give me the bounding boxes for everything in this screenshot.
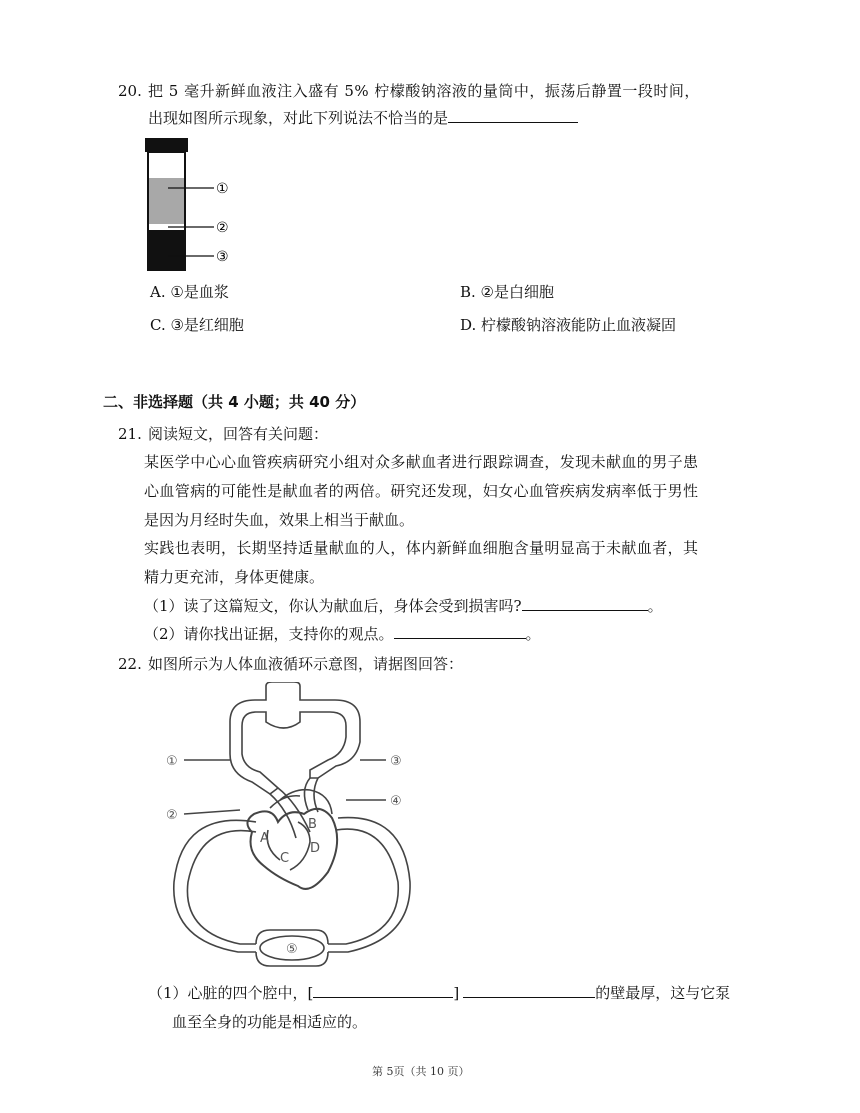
q20-option-b: B. ②是白细胞 — [460, 283, 555, 301]
q21-passage-line4: 实践也表明，长期坚持适量献血的人，体内新鲜血细胞含量明显高于未献血者，其 — [144, 539, 699, 557]
tube-label-3: ③ — [216, 249, 229, 265]
pulmonary-loop — [230, 682, 360, 794]
diagram-label-1: ① — [166, 754, 178, 769]
q22-subquestion-1 — [148, 983, 730, 1003]
q21-s1-blank — [522, 596, 648, 611]
heart-chamber-c: C — [280, 851, 290, 866]
heart-chamber-b: B — [308, 817, 317, 832]
q22-s1-suffix: 的壁最厚，这与它泵 — [595, 984, 731, 1002]
plasma-layer — [149, 178, 184, 224]
q21-number: 21. — [118, 425, 142, 443]
diagram-label-5: ⑤ — [286, 942, 298, 957]
q21-passage-line2: 心血管病的可能性是献血者的两倍。研究还发现，妇女心血管疾病发病率低于男性 — [144, 482, 699, 500]
diagram-label-2: ② — [166, 808, 178, 823]
tube-cap — [145, 138, 188, 152]
q21-passage-line1: 某医学中心心血管疾病研究小组对众多献血者进行跟踪调查，发现未献血的男子患 — [144, 453, 699, 471]
diagram-label-3: ③ — [390, 754, 402, 769]
q20-answer-blank — [448, 108, 578, 123]
q22-s1-blank-name — [463, 983, 595, 998]
heart-chamber-d: D — [310, 841, 321, 856]
q21-s1-text: （1）读了这篇短文，你认为献血后，身体会受到损害吗? — [144, 597, 522, 615]
systemic-loop-left — [174, 820, 256, 952]
q21-s2-text: （2）请你找出证据，支持你的观点。 — [144, 625, 394, 643]
heart — [247, 809, 337, 889]
q22-s1-prefix: （1）心脏的四个腔中，[ — [148, 984, 314, 1002]
blood-circulation-diagram — [160, 682, 420, 977]
systemic-loop-right — [328, 818, 410, 952]
q22-s1-blank-letter — [313, 983, 453, 998]
q20-line2-text: 出现如图所示现象，对此下列说法不恰当的是 — [148, 109, 449, 127]
q21-subquestion-2 — [144, 624, 541, 644]
q20-option-c: C. ③是红细胞 — [150, 316, 244, 334]
leader-2 — [184, 810, 240, 814]
heart-chamber-a: A — [260, 831, 269, 846]
q20-option-d: D. 柠檬酸钠溶液能防止血液凝固 — [460, 316, 677, 334]
q21-intro: 阅读短文，回答有关问题： — [148, 425, 329, 443]
q20-option-a: A. ①是血浆 — [150, 283, 229, 301]
q22-number: 22. — [118, 655, 142, 673]
q21-passage-line5: 精力更充沛，身体更健康。 — [144, 568, 325, 586]
q20-number: 20. — [118, 82, 142, 100]
q21-passage-line3: 是因为月经时失血，效果上相当于献血。 — [144, 511, 415, 529]
diagram-label-4: ④ — [390, 794, 402, 809]
q21-s2-end: 。 — [525, 625, 541, 643]
tube-label-2: ② — [216, 220, 229, 236]
test-tube-figure — [140, 136, 240, 276]
page-footer: 第 5页（共 10 页） — [372, 1065, 470, 1078]
q21-s1-end: 。 — [647, 597, 663, 615]
q20-text-line1: 把 5 毫升新鲜血液注入盛有 5% 柠檬酸钠溶液的量筒中，振荡后静置一段时间， — [148, 82, 700, 100]
q21-subquestion-1 — [144, 596, 663, 616]
q21-s2-blank — [394, 624, 526, 639]
q20-text-line2 — [148, 108, 578, 128]
q22-s1-line2: 血至全身的功能是相适应的。 — [172, 1013, 368, 1031]
tube-label-1: ① — [216, 181, 229, 197]
section-title: 二、非选择题（共 4 小题；共 40 分） — [103, 393, 366, 411]
red-cell-layer — [149, 230, 184, 270]
aorta-arch — [304, 778, 318, 812]
q22-s1-bracket: ] — [453, 984, 460, 1002]
q22-text: 如图所示为人体血液循环示意图，请据图回答： — [148, 655, 464, 673]
